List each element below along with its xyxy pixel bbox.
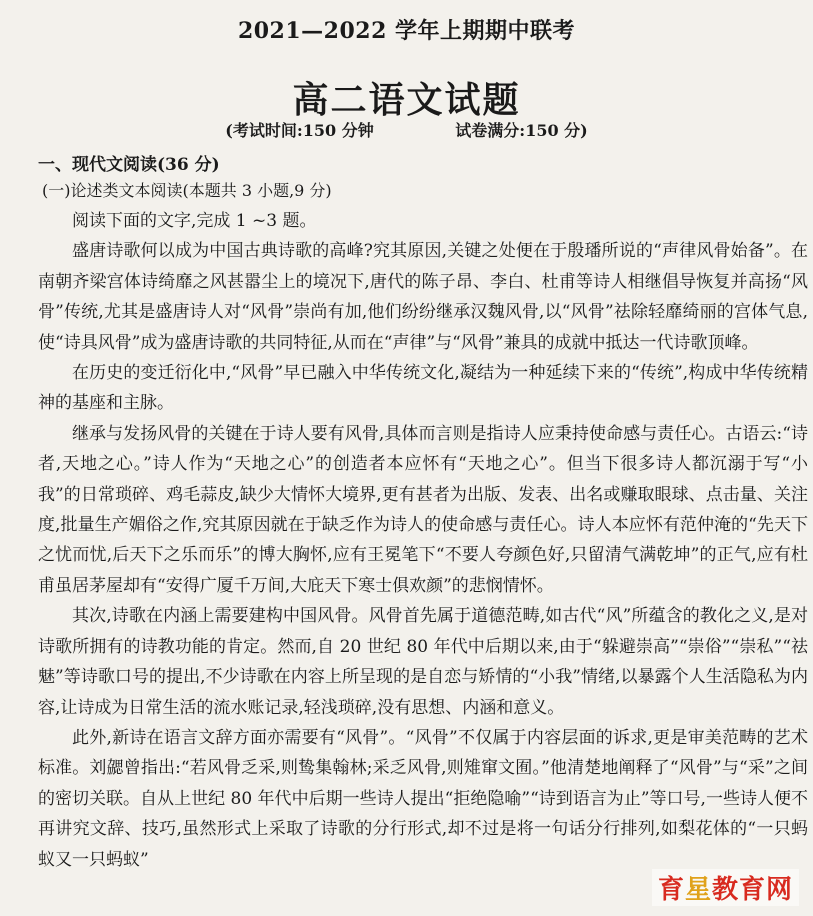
exam-time: (考试时间:150 分钟 (225, 121, 374, 140)
paragraph: 在历史的变迁衍化中,“风骨”早已融入中华传统文化,凝结为一种延续下来的“传统”,构成中华传统精神的基座和主脉。 (38, 363, 808, 414)
paragraph: 其次,诗歌在内涵上需要建构中国风骨。风骨首先属于道德范畴,如古代“风”所蕴含的教化之义,是对诗歌所拥有的诗教功能的肯定。然而,自 20 世纪 80 年代中后期以来,由于“躲避崇高”“崇俗”“崇私”“祛魅”等诗歌口号的提出,不少诗歌在内容上所呈现的是自恋与矫情的“小我”情绪,以暴露个人生活隐私为内容,让诗成为日常生活的流水账记录,轻浅琐碎,没有思想、内涵和意义。 (38, 606, 808, 718)
exam-meta (0, 118, 813, 141)
exam-score: 试卷满分:150 分) (455, 121, 588, 140)
section-heading: 一、现代文阅读(36 分) (38, 155, 220, 175)
paragraph: 此外,新诗在语言文辞方面亦需要有“风骨”。“风骨”不仅属于内容层面的诉求,更是审美范畴的艺术标准。刘勰曾指出:“若风骨乏采,则鸷集翰林;采乏风骨,则雉窜文囿。”他清楚地阐释了“风骨”与“采”之间的密切关联。自从上世纪 80 年代中后期一些诗人提出“拒绝隐喻”“诗到语言为止”等口号,一些诗人便不再讲究文辞、技巧,虽然形式上采取了诗歌的分行形式,却不过是将一句话分行排列,如梨花体的“一只蚂蚁又一只蚂蚁” (38, 727, 809, 870)
instruction: 阅读下面的文字,完成 1 ~3 题。 (72, 211, 317, 231)
watermark-prefix: 育 (657, 875, 685, 905)
paragraph: 盛唐诗歌何以成为中国古典诗歌的高峰?究其原因,关键之处便在于殷璠所说的“声律风骨始备”。在南朝齐梁宫体诗绮靡之风甚嚣尘上的境况下,唐代的陈子昂、李白、杜甫等诗人相继倡导恢复并高扬“风骨”传统,尤其是盛唐诗人对“风骨”崇尚有加,他们纷纷继承汉魏风骨,以“风骨”祛除轻靡绮丽的宫体气息,使“诗具风骨”成为盛唐诗歌的共同特征,从而在“声律”与“风骨”兼具的成就中抵达一代诗歌顶峰。 (38, 241, 808, 353)
exam-header: 2021—2022 学年上期期中联考 (237, 18, 576, 44)
watermark-suffix: 教育网 (711, 875, 793, 905)
site-watermark (652, 869, 799, 906)
subsection-heading: (一)论述类文本阅读(本题共 3 小题,9 分) (42, 181, 332, 200)
exam-title: 高二语文试题 (292, 79, 521, 121)
reading-passage (38, 206, 808, 875)
watermark-star: 星 (684, 875, 712, 905)
paragraph: 继承与发扬风骨的关键在于诗人要有风骨,具体而言则是指诗人应秉持使命感与责任心。古语云:“诗者,天地之心。”诗人作为“天地之心”的创造者本应怀有“天地之心”。但当下很多诗人都沉溺于写“小我”的日常琐碎、鸡毛蒜皮,缺少大情怀大境界,更有甚者为出版、发表、出名或赚取眼球、点击量、关注度,批量生产媚俗之作,究其原因就在于缺乏作为诗人的使命感与责任心。诗人本应怀有范仲淹的“先天下之忧而忧,后天下之乐而乐”的博大胸怀,应有王冕笔下“不要人夸颜色好,只留清气满乾坤”的正气,应有杜甫虽居茅屋却有“安得广厦千万间,大庇天下寒士俱欢颜”的悲悯情怀。 (38, 423, 808, 596)
